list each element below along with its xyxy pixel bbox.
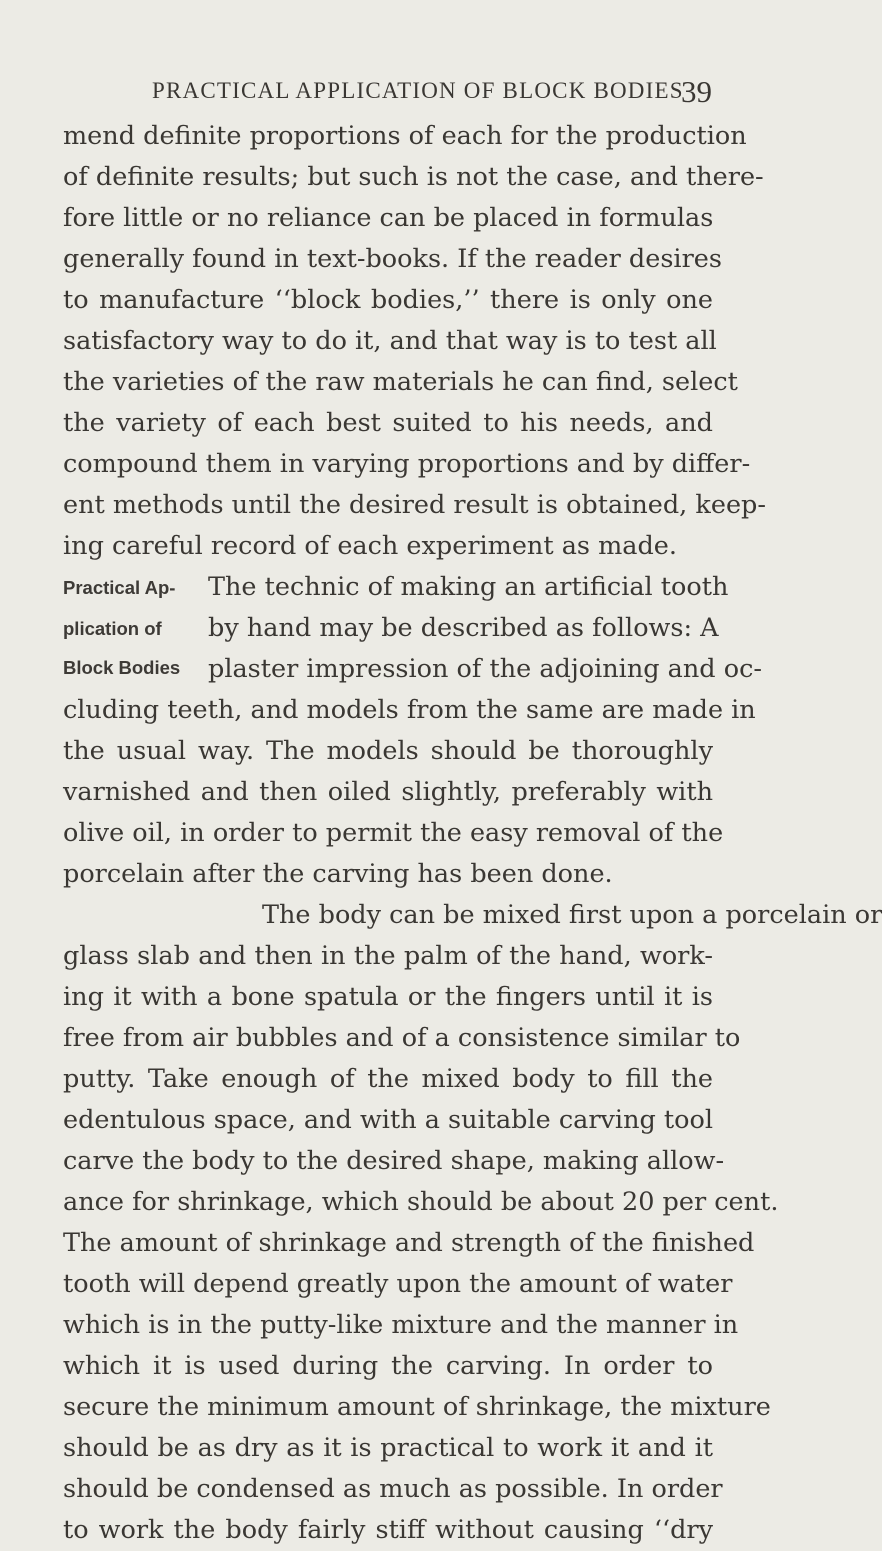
running-head	[152, 74, 712, 109]
margin-note-line: Practical Ap-	[63, 577, 176, 598]
text-line: tooth will depend greatly upon the amount of water	[63, 1269, 733, 1299]
page-number: 39	[681, 74, 712, 109]
text-line: olive oil, in order to permit the easy removal of the	[63, 818, 724, 848]
text-line: the varieties of the raw materials he can find, select	[63, 367, 738, 397]
text-line: which is in the putty-like mixture and the manner in	[63, 1310, 739, 1340]
text-line: putty. Take enough of the mixed body to fill the	[63, 1064, 713, 1094]
text-line: to work the body fairly stiff without causing ‘‘dry	[63, 1515, 713, 1545]
text-line: satisfactory way to do it, and that way is to test all	[63, 326, 717, 356]
text-line: cluding teeth, and models from the same are made in	[63, 695, 756, 725]
text-line: generally found in text-books. If the reader desires	[63, 244, 722, 274]
text-line: which it is used during the carving. In order to	[63, 1351, 713, 1381]
text-line: The technic of making an artificial tooth	[208, 572, 729, 602]
text-line: fore little or no reliance can be placed in formulas	[63, 203, 714, 233]
margin-note-line: plication of	[63, 618, 162, 639]
text-line: ing it with a bone spatula or the fingers until it is	[63, 982, 713, 1012]
running-title: PRACTICAL APPLICATION OF BLOCK BODIES	[152, 78, 684, 103]
text-line: to manufacture ‘‘block bodies,’’ there is only one	[63, 285, 713, 315]
text-line: The body can be mixed first upon a porcelain or	[262, 900, 882, 930]
text-line: by hand may be described as follows: A	[208, 613, 719, 643]
text-line: ent methods until the desired result is obtained, keep-	[63, 490, 766, 520]
text-line: of definite results; but such is not the case, and there-	[63, 162, 764, 192]
text-line: the usual way. The models should be thoroughly	[63, 736, 713, 766]
text-line: free from air bubbles and of a consistence similar to	[63, 1023, 741, 1053]
text-line: porcelain after the carving has been done.	[63, 859, 613, 889]
text-line: mend definite proportions of each for the production	[63, 121, 747, 151]
text-line: varnished and then oiled slightly, preferably with	[63, 777, 713, 807]
text-line: secure the minimum amount of shrinkage, the mixture	[63, 1392, 771, 1422]
text-line: compound them in varying proportions and by differ-	[63, 449, 751, 479]
text-line: ing careful record of each experiment as made.	[63, 531, 678, 561]
text-line: edentulous space, and with a suitable carving tool	[63, 1105, 714, 1135]
text-line: glass slab and then in the palm of the hand, work-	[63, 941, 713, 971]
text-line: should be as dry as it is practical to work it and it	[63, 1433, 713, 1463]
body-text	[63, 116, 882, 1551]
text-line: The amount of shrinkage and strength of the finished	[63, 1228, 755, 1258]
text-line: carve the body to the desired shape, making allow-	[63, 1146, 725, 1176]
text-line: plaster impression of the adjoining and oc-	[208, 654, 762, 684]
text-line: should be condensed as much as possible. In order	[63, 1474, 723, 1504]
text-line: ance for shrinkage, which should be about 20 per cent.	[63, 1187, 779, 1217]
margin-note-line: Block Bodies	[63, 657, 181, 678]
text-line: the variety of each best suited to his needs, and	[63, 408, 713, 438]
